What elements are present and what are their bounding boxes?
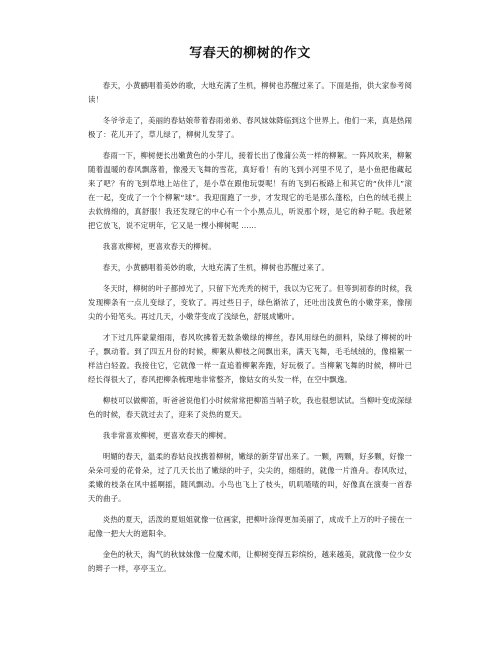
paragraph: 金色的秋天，淘气的秋妹妹像一位魔术师，让柳树变得五彩缤纷，越来越美，就就像一位少女的辫子一样，亭亭玉立。 xyxy=(88,550,412,573)
document-title: 写春天的柳树的作文 xyxy=(189,46,311,61)
paragraph: 我喜欢柳树，更喜欢春天的柳树。 xyxy=(102,242,216,251)
paragraph: 明媚的春天，温柔的春姑良找携着柳树，嫩绿的新芽冒出来了。一颗，两颗，好多颗，好像一朵朵可爱的花骨朵，过了几天长出了嫩绿的叶子，尖尖的，细细的，就像一片渔舟。春风吹过，柔嫩的枝条在风中摇啊摇，随风飘动。小鸟也飞上了枝头，叽叽喳喳的叫，好像真在演奏一首春天的曲子。 xyxy=(88,452,412,503)
paragraph: 才下过几阵蒙蒙细雨，春风吹拂着无数条嫩绿的柳丝，春风用绿色的颜料，染绿了柳树的叶子，飘动着。到了四五月份的时候，柳絮从柳枝之间飘出来，满天飞舞，毛毛绒绒的，像棉絮一样洁白轻盈。我接住它，它就像一样一直追着柳絮奔跑，好玩极了。当柳絮飞舞的时候，柳叶已经长得很大了，春风把柳条梳理地非常整齐，像姑女的头发一样，在空中飘逸。 xyxy=(88,333,412,384)
paragraph: 我非常喜欢柳树，更喜欢春天的柳树。 xyxy=(102,431,231,440)
paragraph: 柳枝可以做柳笛，听爸爸说他们小时候常常把柳笛当哨子吹，我也很想试试。当柳叶变成深绿色的时候，春天就过去了，迎来了炎热的夏天。 xyxy=(88,396,412,419)
paragraph: 冬爷爷走了，美丽的春姑娘带着春雨弟弟、春风妹妹降临到这个世界上。他们一来，真是热闹极了：花儿开了，草儿绿了，柳树儿发芽了。 xyxy=(88,116,412,139)
paragraph: 炎热的夏天，活泼的夏姐姐就像一位画家，把柳叶涂得更加美丽了，成成千上万的叶子接在一起像一把大大的遮阳伞。 xyxy=(88,515,412,538)
paragraph: 冬天时，柳树的叶子都掉光了，只留下光秃秃的树干，我以为它死了。但等到初春的时候，我发现柳条有一点儿变绿了，变软了。再过些日子，绿色渐浓了，还吐出浅黄色的小嫩芽来，像削尖的小铅笔头。再过几天，小嫩芽变成了浅绿色，舒展成嫩叶。 xyxy=(88,284,412,321)
paragraph: 春天，小黄鹂唱着美妙的歌，大地充满了生机，柳树也苏醒过来了。下面是指，供大家参考阅读！ xyxy=(88,81,412,104)
paragraph: 春天，小黄鹂唱着美妙的歌，大地充满了生机，柳树也苏醒过来了。 xyxy=(102,263,330,272)
paragraph: 春雨一下，柳树便长出嫩黄色的小芽儿，接着长出了像蒲公英一样的柳絮。一阵风吹来，柳絮随着温暖的春风飘落着，像漫天飞舞的雪花，真好看！有的飞到小河里不见了，是小鱼把他藏起来了吧？有的飞到草地上站住了，是小草在跟他玩耍呢！有的飞到石板路上和其它的“伙伴儿”滚在一起，变成了一个个柳絮“球”。我迎面跑了一步，才发现它的毛是那么蓬松，白色的绒毛摸上去软绵绵的，真舒服！我还发现它的中心有一个小黑点儿，听说那个呀，是它的种子呢。我赶紧把它放飞，说不定明年，它又是一棵小柳树呢 …… xyxy=(88,151,412,230)
